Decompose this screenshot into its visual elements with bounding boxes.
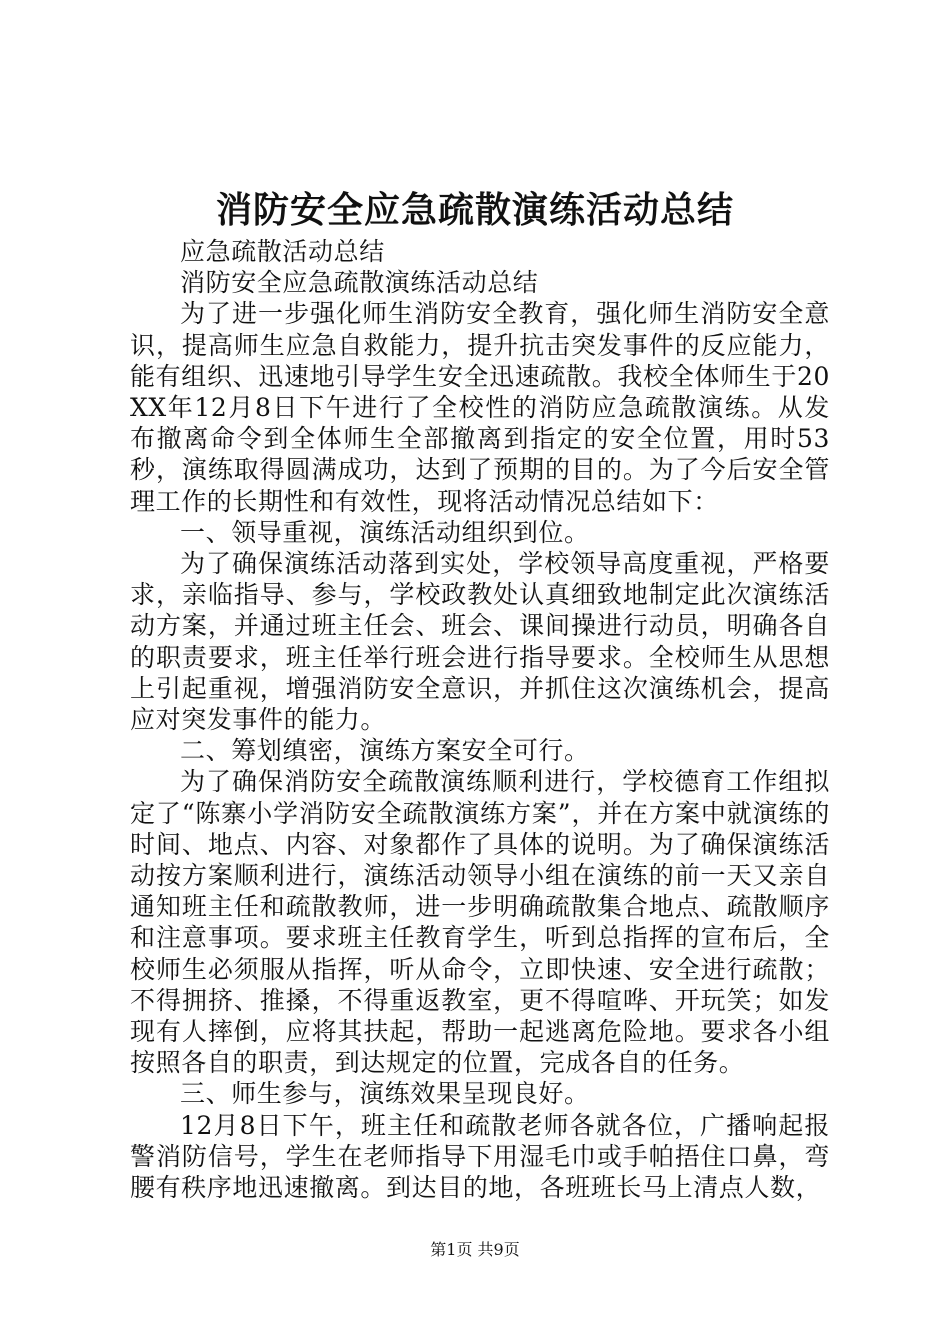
section-1-paragraph: 为了确保演练活动落到实处，学校领导高度重视，严格要求，亲临指导、参与，学校政教处认真细致地制定此次演练活动方案，并通过班主任会、班会、课间操进行动员，明确各自的职责要求，班主任举行班会进行指导要求。全校师生从思想上引起重视，增强消防安全意识，并抓住这次演练机会，提高应对突发事件的能力。 <box>130 549 830 735</box>
section-2-paragraph: 为了确保消防安全疏散演练顺利进行，学校德育工作组拟定了“陈寨小学消防安全疏散演练方案”，并在方案中就演练的时间、地点、内容、对象都作了具体的说明。为了确保演练活动按方案顺利进行，演练活动领导小组在演练的前一天又亲自通知班主任和疏散教师，进一步明确疏散集合地点、疏散顺序和注意事项。要求班主任教育学生，听到总指挥的宣布后，全校师生必须服从指挥，听从命令，立即快速、安全进行疏散；不得拥挤、推搡，不得重返教室，更不得喧哗、开玩笑；如发现有人摔倒，应将其扶起，帮助一起逃离危险地。要求各小组按照各自的职责，到达规定的位置，完成各自的任务。 <box>130 767 830 1078</box>
document-title: 消防安全应急疏散演练活动总结 <box>215 189 734 231</box>
subtitle-paragraph: 消防安全应急疏散演练活动总结 <box>180 268 539 298</box>
document-body <box>130 236 830 1203</box>
section-heading-1: 一、领导重视，演练活动组织到位。 <box>180 517 590 547</box>
subtitle-paragraph: 应急疏散活动总结 <box>180 237 385 266</box>
section-heading-2: 二、筹划缜密，演练方案安全可行。 <box>180 736 590 766</box>
section-3-paragraph: 12月8日下午，班主任和疏散老师各就各位，广播响起报警消防信号，学生在老师指导下用湿毛巾或手帕捂住口鼻，弯腰有秩序地迅速撤离。到达目的地，各班班长马上清点人数， <box>130 1110 830 1203</box>
page-footer: 第1页 共9页 <box>430 1240 520 1259</box>
intro-paragraph: 为了进一步强化师生消防安全教育，强化师生消防安全意识，提高师生应急自救能力，提升抗击突发事件的反应能力，能有组织、迅速地引导学生安全迅速疏散。我校全体师生于20XX年12月8日下午进行了全校性的消防应急疏散演练。从发布撤离命令到全体师生全部撤离到指定的安全位置，用时53秒，演练取得圆满成功，达到了预期的目的。为了今后安全管理工作的长期性和有效性，现将活动情况总结如下： <box>130 299 830 516</box>
section-heading-3: 三、师生参与，演练效果呈现良好。 <box>180 1079 590 1109</box>
